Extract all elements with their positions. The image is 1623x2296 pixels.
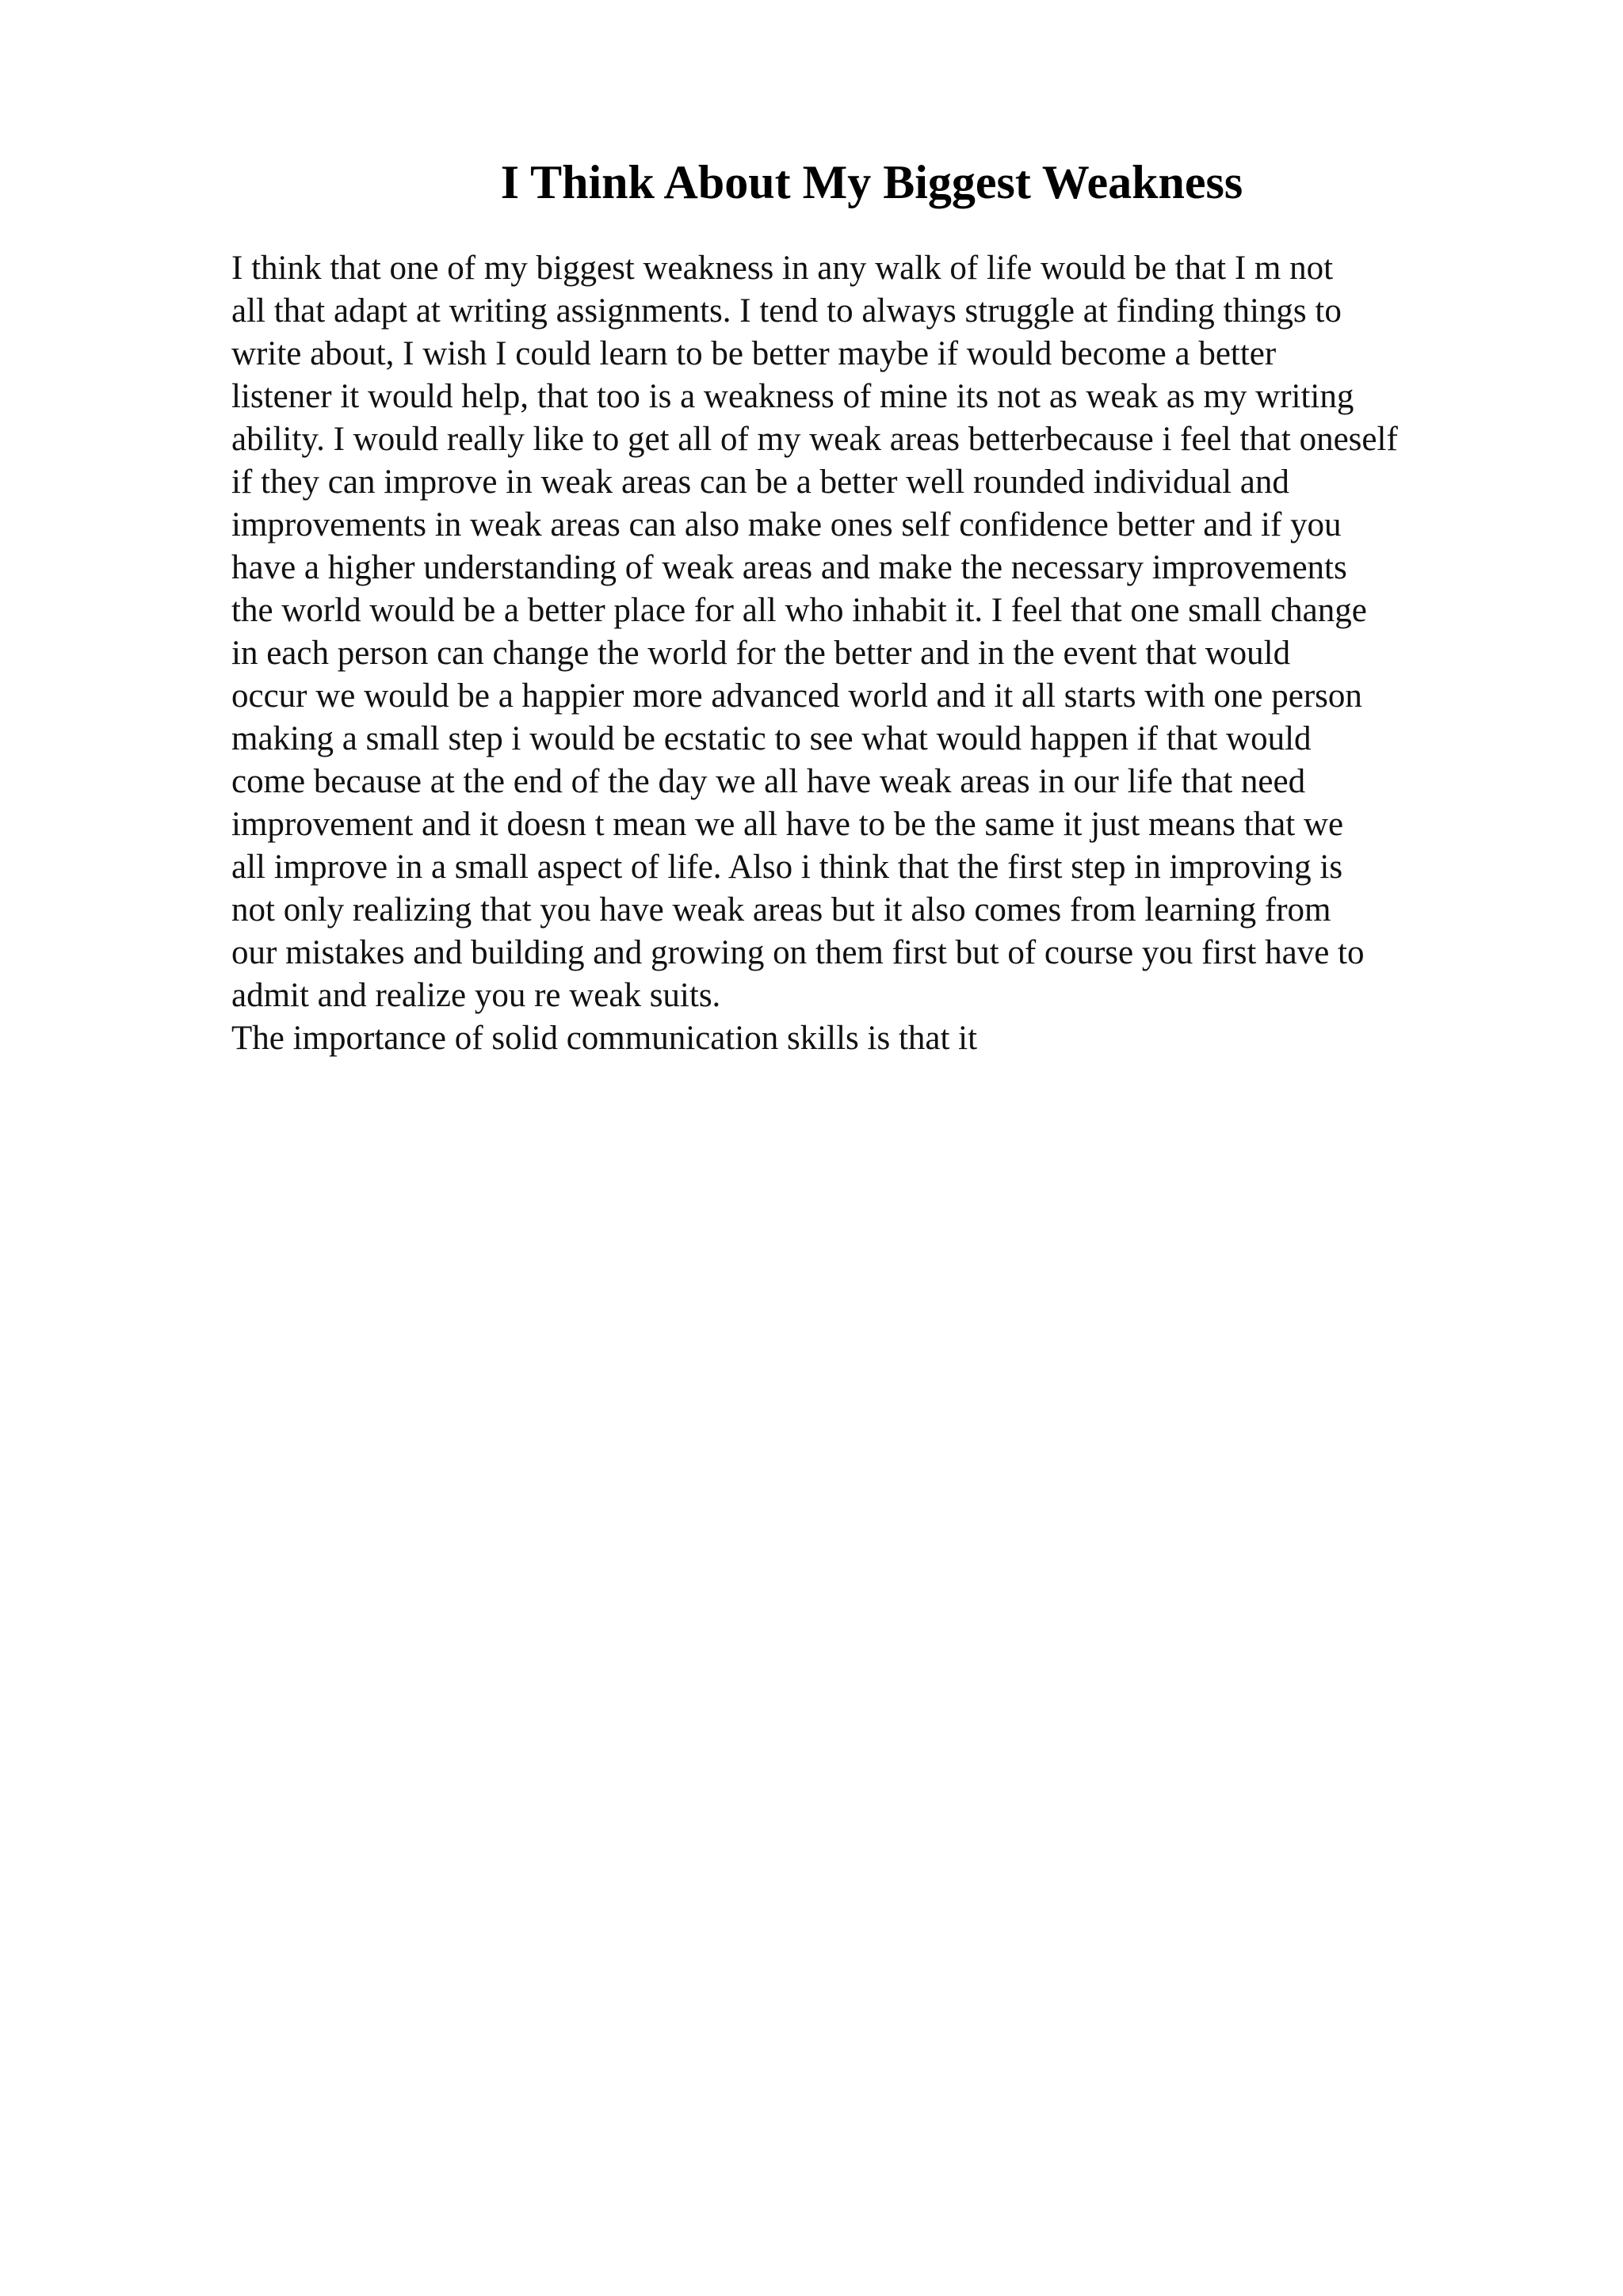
body-line: occur we would be a happier more advanced world and it all starts with one person	[231, 677, 1362, 715]
body-line: if they can improve in weak areas can be a better well rounded individual and	[231, 463, 1289, 501]
body-line: listener it would help, that too is a weakness of mine its not as weak as my writing	[231, 378, 1354, 415]
body-line: making a small step i would be ecstatic to see what would happen if that would	[231, 720, 1312, 757]
body-line: improvements in weak areas can also make ones self confidence better and if you	[231, 506, 1342, 543]
document-title: I Think About My Biggest Weakness	[500, 156, 1243, 208]
body-line: write about, I wish I could learn to be better maybe if would become a better	[231, 335, 1277, 372]
body-line: in each person can change the world for the better and in the event that would	[231, 635, 1291, 672]
body-line: have a higher understanding of weak areas and make the necessary improvements	[231, 549, 1347, 586]
body-line: admit and realize you re weak suits.	[231, 977, 721, 1014]
body-line: all improve in a small aspect of life. Also i think that the first step in improving is	[231, 849, 1343, 886]
body-line: I think that one of my biggest weakness in any walk of life would be that I m not	[231, 250, 1334, 287]
body-line: all that adapt at writing assignments. I tend to always struggle at finding things to	[231, 292, 1342, 330]
body-line: ability. I would really like to get all of my weak areas betterbecause i feel that oneself	[231, 421, 1398, 458]
body-line: the world would be a better place for all who inhabit it. I feel that one small change	[231, 592, 1367, 629]
body-line: come because at the end of the day we all have weak areas in our life that need	[231, 763, 1306, 800]
body-line: our mistakes and building and growing on them first but of course you first have to	[231, 934, 1365, 971]
body-line: not only realizing that you have weak areas but it also comes from learning from	[231, 891, 1331, 929]
body-line: The importance of solid communication skills is that it	[231, 1020, 978, 1057]
document-body	[231, 247, 1610, 1060]
body-line: improvement and it doesn t mean we all have to be the same it just means that we	[231, 806, 1344, 843]
